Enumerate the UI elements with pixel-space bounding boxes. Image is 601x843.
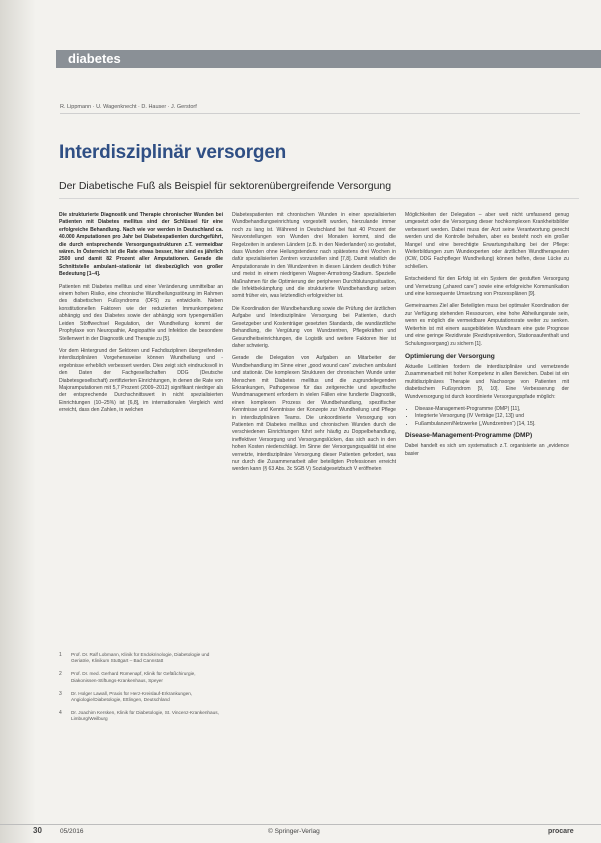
binding-shadow	[0, 0, 36, 843]
article-subtitle: Der Diabetische Fuß als Beispiel für sektorenübergreifende Versorgung	[59, 180, 392, 192]
affiliation-marker: 2	[59, 671, 62, 678]
body-paragraph: Die Koordination der Wundbehandlung sowie die Prüfung der ärztlichen Aufgabe und Interdisziplinäre Versorgung bei Patienten, durch Gesetzgeber und Kostenträger gesetzten Standards, die wundärztliche Behandlung, die Vergütung von Wundzentren, Pflegekräften und Gesundheitseinrichtungen, die Logistik und weitere Faktoren hier ist daher schwierig.	[232, 305, 396, 349]
section-heading: Optimierung der Versorgung	[405, 352, 495, 360]
body-paragraph: Entscheidend für den Erfolg ist ein System der gestuften Versorgung und Vernetzung („shared care“) sowie eine erfolgreiche Kommunikation und eine konsequente Umsetzung von Prozessplänen [9].	[405, 276, 569, 298]
author-line: R. Lippmann · U. Wagenknecht · D. Hauser · J. Gerstorf	[60, 104, 580, 114]
section-label: diabetes	[68, 51, 121, 66]
footer-divider	[0, 824, 601, 825]
body-paragraph: Gerade die Delegation von Aufgaben an Mitarbeiter der Wundbehandlung im Sinne einer „good wound care“ zwischen ambulant und stationär. Die komplexen Strukturen der chronischen Wunde unter Menschen mit Diabetes mellitus und die zugrundeliegenden Erkrankungen, Pathogenese für das zeitgerechte und spezifische Wundmanagement erfordern in vielen Fällen eine fundierte Diagnostik, einen komplexen Prozess der Wundbehandlung, spezifischer Kenntnisse und Kenntnisse der Konzepte zur Wundheilung und Pflege in interdisziplinären Teams. Die unkoordinierte Versorgung von Patienten mit Diabetes mellitus und chronischen Wunden durch die verschiedenen Einrichtungen führt sehr häufig zu Doppelbehandlung, ineffektiver Versorgung und Versorgungslücken, das sich auch in den hohen Kosten niederschlägt. Im Sinne der Versorgungsqualität ist eine vernetzte, interdisziplinäre Versorgung dieser Patienten gefordert, was nur durch die Zusammenarbeit aller beteiligten Professionen erreicht werden kann (§ 63 Abs. 3c SGB V) Sozialgesetzbuch V eröffneten	[232, 355, 396, 473]
affiliation-text: Dr. Joachim Kersken, Klinik für Diabetologie, St. Vincenz-Krankenhaus, Limburg/Weilburg	[71, 710, 219, 722]
text-column-3	[405, 212, 569, 463]
body-paragraph: Patienten mit Diabetes mellitus und einer Veränderung unmittelbar an einem hohen Risiko, eine chronische Wundheilungsstörung im Rahmen des diabetischen Fußsyndroms (DFS) zu entwickeln. Neben konstitutionellen Faktoren wie der reduzierten Immunkompetenz abhängig und des Diabetes sowie der abhängig vom typengemäßen Leiden Stoffwechsel Regulation, der Wundheilung kommt der Prophylaxe von Neuropathie, Angiopathie und Infektion die besondere Stellenwert in der Diagnostik und Therapie zu [5].	[59, 283, 223, 342]
publisher-label: © Springer-Verlag	[268, 828, 320, 835]
title-divider	[59, 198, 579, 199]
body-paragraph: Vor dem Hintergrund der Sektoren und Fachdisziplinen übergreifenden interdisziplinären Vorgehensweise können Wundheilung und -ergebnisse erheblich verbessert werden. Dies zeigt sich eindrucksvoll in den Daten der Fachgesellschaften DDG (Deutsche Diabetesgesellschaft) zertifizierten Einrichtungen, in denen die Rate von Majoramputationen mit 5,7 Prozent (2009–2012) signifikant niedriger als der entsprechende Durchschnittswert in nicht spezialisierten Einrichtungen (10–25%) ist [6,8], im internationalen Vergleich wird erreicht, dass den Zahlen, in welchen	[59, 347, 223, 414]
issue-label: 05/2016	[60, 828, 84, 835]
affiliation-item	[59, 652, 219, 664]
body-paragraph: Aktuelle Leitlinien fordern die interdisziplinäre und vernetzende Zusammenarbeit mit hoher Kompetenz in allen Bereichen. Dabei ist ein multidisziplinäres Therapie und Nachsorge von Patienten mit diabetischem Fußsyndrom [9, 10]. Eine Verbesserung der Wundversorgung ist durch koordinierte Versorgungspfade möglich:	[405, 363, 569, 400]
affiliation-item	[59, 691, 219, 703]
body-paragraph: Dabei handelt es sich um systematisch z.T. organisierte an „evidence basier	[405, 443, 569, 457]
body-paragraph: Möglichkeiten der Delegation – aber weit nicht umfassend genug umgesetzt oder die Versorgung dieser hochkomplexen Krankheitsbilder verbessert werden. Dabei muss der Arzt seine Verantwortung gerecht werden und die Kontrolle behalten, aber es besteht noch ein großer Mangel und eine berechtigte Erwartungshaltung bei der Pflege: Weiterbildungen zum Wundexperten oder ärztlichen Wundtherapeuten (ICW, DDG Fachpfleger Wundheilung) können helfen, diese Lücke zu schließen.	[405, 212, 569, 270]
affiliation-marker: 4	[59, 710, 62, 717]
body-paragraph: Gemeinsames Ziel aller Beteiligten muss bei optimaler Koordination der zur Verfügung stehenden Ressourcen, eine hohe Abheilungsrate sein, wenn es möglich die vermeidbare Amputationsrate weiter zu senken. Weiterhin ist mit einem ausgebildeten Wundteam eine gute Prognose und eine geringe Rezidivrate (Rezidivprävention, Stationsaufenthalt und Schulungsvorgang) zu sichern [1].	[405, 303, 569, 347]
list-item: • Fußambulanzen/Netzwerke („Wundzentren“) [14, 15].	[415, 421, 569, 428]
list-item: • Integrierte Versorgung (IV Verträge [12, 13]) und	[415, 413, 569, 420]
article-title: Interdisziplinär versorgen	[59, 142, 287, 163]
list-item: • Disease-Management-Programme (DMP) [11],	[415, 406, 569, 413]
affiliation-item	[59, 710, 219, 722]
body-paragraph: Diabetespatienten mit chronischen Wunden in einer spezialisierten Wundbehandlungseinrichtung vorgestellt wurden, hierzulande immer noch zu lang ist. Während in Deutschland bei fast 40 Prozent der Neuvorstellungen von Wunden drei Monaten kommt, sind die Regelzeiten in anderen Ländern (z.B. in den Niederlanden) so gestaltet, dass Wunden ohne Heilungstendenz nach spätestens drei Wochen in dafür spezialisierten Zentren vorzustellen sind [7,8]. Damit relatlich die Amputationsrate in den Wundzentren in diesen Ländern deutlich früher und meist in einem niedrigeren Wagner-Armstrong-Stadium. Spezielle Maßnahmen für die Optimierung der peripheren Durchblutungssituation, die Infektbekämpfung und die strukturierte Wundbehandlung setzen somit früher ein, was letztendlich erfolgreicher ist.	[232, 212, 396, 300]
affiliation-marker: 1	[59, 652, 62, 658]
affiliation-text: Prof. Dr. med. Gerhard Rümenapf, Klinik für Gefäßchirurgie, Diakonissen-Stiftungs-Krankenhaus, Speyer	[71, 671, 196, 683]
section-heading: Disease-Management-Programme (DMP)	[405, 432, 533, 440]
section-header-bar	[56, 50, 601, 68]
bullet-list	[405, 406, 569, 428]
affiliation-text: Dr. Holger Lawall, Praxis für Herz-Kreislauf-Erkrankungen, Angiologie/Diabetologie, Ettlingen, Deutschland	[71, 690, 193, 703]
text-column-1	[59, 212, 223, 420]
text-column-2	[232, 212, 396, 479]
affiliation-marker: 3	[59, 690, 62, 697]
lead-paragraph: Die strukturierte Diagnostik und Therapie chronischer Wunden bei Patienten mit Diabetes mellitus sind der Schlüssel für eine erfolgreiche Behandlung. Nach wie vor werden in Deutschland ca. 40.000 Amputationen pro Jahr bei Diabetespatienten durchgeführt, die durch entsprechende Versorgungsstrukturen z.T. vermeidbar wären. In Österreich ist die Rate etwas besser, hier sind es jährlich 2500 und damit 82 Prozent aller Amputationen. Gerade die Schnittstelle ambulant–stationär ist diesbezüglich von großer Bedeutung [1–4].	[59, 212, 223, 278]
affiliation-text: Prof. Dr. Ralf Lobmann, Klinik für Endokrinologie, Diabetologie und Geriatrie, Klinikum Stuttgart – Bad Cannstatt	[71, 652, 210, 664]
affiliation-item	[59, 671, 219, 683]
magazine-brand: procare	[548, 828, 574, 835]
page-number: 30	[33, 826, 42, 835]
author-affiliations	[59, 652, 219, 730]
